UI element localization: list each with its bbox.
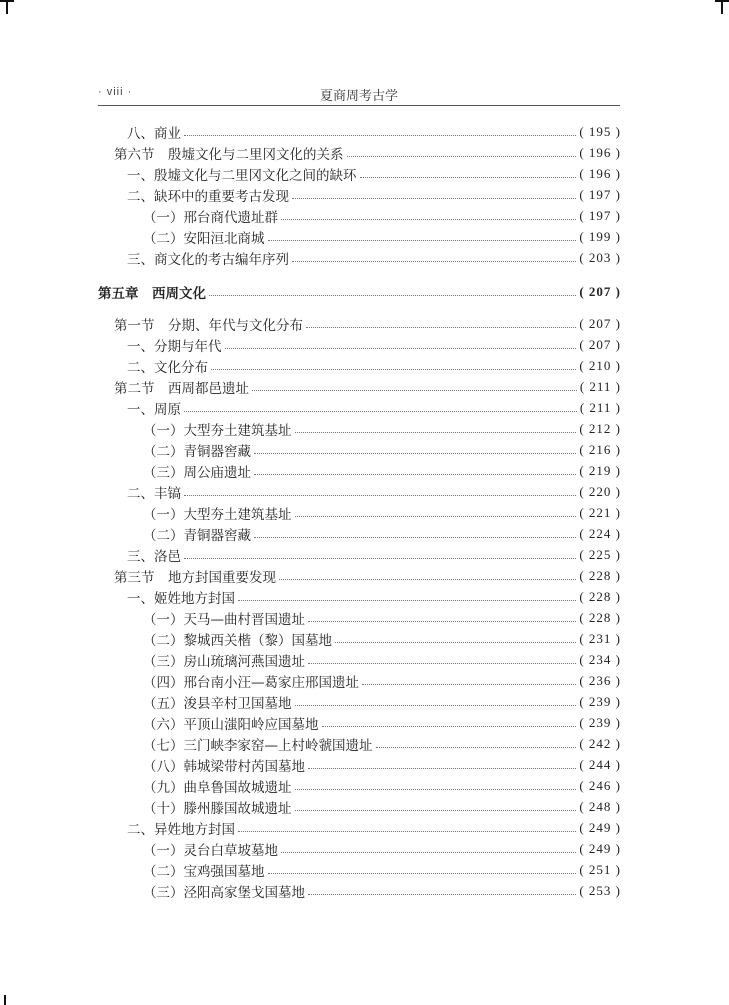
toc-entry-page: ( 228 ) xyxy=(579,588,621,604)
toc-entry xyxy=(114,565,621,586)
toc-entry-title: （一）大型夯土建筑基址 xyxy=(143,422,292,439)
toc-entry-page: ( 197 ) xyxy=(579,207,621,223)
toc-entry-title: 二、丰镐 xyxy=(127,485,181,502)
toc-entry-page: ( 207 ) xyxy=(579,315,621,331)
toc-entry-title: （九）曲阜鲁国故城遗址 xyxy=(143,779,292,796)
toc-entry xyxy=(127,817,621,838)
dot-leader xyxy=(254,453,576,454)
dot-leader xyxy=(184,135,576,136)
toc-entry xyxy=(127,355,621,376)
toc-entry-title: （六）平顶山滍阳岭应国墓地 xyxy=(143,716,319,733)
toc-entry xyxy=(127,586,621,607)
dot-leader xyxy=(295,810,577,811)
toc-entry xyxy=(114,376,621,397)
toc-entry-title: （一）灵台白草坡墓地 xyxy=(143,842,278,859)
toc-entry xyxy=(143,205,621,226)
toc-entry xyxy=(127,334,621,355)
dot-leader xyxy=(295,789,577,790)
dot-leader xyxy=(292,261,576,262)
dot-leader xyxy=(238,600,576,601)
toc-entry-page: ( 216 ) xyxy=(579,441,621,457)
toc-entry-title: 第二节 西周都邑遗址 xyxy=(114,380,249,397)
dot-leader xyxy=(279,579,576,580)
dot-leader xyxy=(252,390,577,391)
toc-chapter-entry xyxy=(98,281,621,302)
toc-entry xyxy=(143,838,621,859)
toc-entry xyxy=(143,460,621,481)
toc-entry-title: （二）青铜器窖藏 xyxy=(143,443,251,460)
toc-entry xyxy=(143,670,621,691)
toc-entry-page: ( 211 ) xyxy=(579,378,621,394)
dot-leader xyxy=(225,348,577,349)
toc-entry-page: ( 219 ) xyxy=(579,462,621,478)
toc-entry xyxy=(127,481,621,502)
toc-entry xyxy=(127,397,621,418)
toc-entry-page: ( 207 ) xyxy=(579,336,621,352)
toc-entry-title: 二、缺环中的重要考古发现 xyxy=(127,188,289,205)
toc-entry xyxy=(127,163,621,184)
toc-entry xyxy=(127,184,621,205)
toc-entry-page: ( 239 ) xyxy=(579,714,621,730)
toc-entry-title: 第六节 殷墟文化与二里冈文化的关系 xyxy=(114,146,344,163)
dot-leader xyxy=(281,852,576,853)
toc-entry xyxy=(143,523,621,544)
toc-entry-page: ( 224 ) xyxy=(579,525,621,541)
toc-entry-page: ( 203 ) xyxy=(579,249,621,265)
dot-leader xyxy=(295,432,577,433)
toc-entry-page: ( 211 ) xyxy=(579,399,621,415)
toc-entry-title: 一、姬姓地方封国 xyxy=(127,590,235,607)
dot-leader xyxy=(184,558,576,559)
toc-entry-title: （五）浚县辛村卫国墓地 xyxy=(143,695,292,712)
toc-entry-title: 一、周原 xyxy=(127,401,181,418)
dot-leader xyxy=(254,537,576,538)
toc-entry xyxy=(127,247,621,268)
dot-leader xyxy=(292,198,576,199)
dot-leader xyxy=(254,474,576,475)
toc-entry-page: ( 251 ) xyxy=(579,861,621,877)
toc-entry-title: 八、商业 xyxy=(127,125,181,142)
dot-leader xyxy=(308,768,576,769)
toc-entry-page: ( 197 ) xyxy=(579,186,621,202)
toc-entry-title: 一、殷墟文化与二里冈文化之间的缺环 xyxy=(127,167,357,184)
dot-leader xyxy=(184,495,576,496)
toc-entry-title: （二）安阳洹北商城 xyxy=(143,230,265,247)
toc-entry-title: （二）宝鸡强国墓地 xyxy=(143,863,265,880)
dot-leader xyxy=(281,219,576,220)
dot-leader xyxy=(362,684,576,685)
toc-entry-page: ( 221 ) xyxy=(579,504,621,520)
toc-entry xyxy=(143,796,621,817)
toc-entry-page: ( 234 ) xyxy=(579,651,621,667)
toc-entry-page: ( 246 ) xyxy=(579,777,621,793)
dot-leader xyxy=(184,411,577,412)
toc-entry xyxy=(114,142,621,163)
toc-entry-page: ( 207 ) xyxy=(579,283,621,299)
toc-entry xyxy=(143,754,621,775)
toc-entry-title: （一）天马—曲村晋国遗址 xyxy=(143,611,305,628)
toc-entry-page: ( 228 ) xyxy=(579,567,621,583)
toc-entry xyxy=(143,859,621,880)
toc-entry xyxy=(143,712,621,733)
dot-leader xyxy=(306,327,576,328)
running-title: 夏商周考古学 xyxy=(319,89,398,104)
toc-entry xyxy=(143,691,621,712)
toc-entry xyxy=(143,649,621,670)
dot-leader xyxy=(360,177,577,178)
toc-entry-title: （四）邢台南小汪—葛家庄邢国遗址 xyxy=(143,674,359,691)
dot-leader xyxy=(347,156,577,157)
toc-entry-title: 一、分期与年代 xyxy=(127,338,222,355)
toc-entry-title: 第三节 地方封国重要发现 xyxy=(114,569,276,586)
toc-entry-title: （二）黎城西关楷（黎）国墓地 xyxy=(143,632,332,649)
toc-entry-page: ( 231 ) xyxy=(579,630,621,646)
dot-leader xyxy=(295,516,577,517)
toc-entry-page: ( 249 ) xyxy=(579,840,621,856)
toc-entry-page: ( 196 ) xyxy=(579,144,621,160)
toc-entry-page: ( 248 ) xyxy=(579,798,621,814)
toc-entry-page: ( 244 ) xyxy=(579,756,621,772)
toc-entry-page: ( 196 ) xyxy=(579,165,621,181)
toc-entry-title: （三）房山琉璃河燕国遗址 xyxy=(143,653,305,670)
toc-entry-page: ( 225 ) xyxy=(579,546,621,562)
toc-entry xyxy=(143,628,621,649)
dot-leader xyxy=(376,747,577,748)
toc-entry-title: （一）大型夯土建筑基址 xyxy=(143,506,292,523)
dot-leader xyxy=(211,369,576,370)
dot-leader xyxy=(308,894,576,895)
toc-entry-page: ( 220 ) xyxy=(579,483,621,499)
toc-entry xyxy=(127,121,621,142)
toc-entry-title: （七）三门峡李家窑—上村岭虢国遗址 xyxy=(143,737,373,754)
toc-entry xyxy=(143,418,621,439)
toc-entry-page: ( 242 ) xyxy=(579,735,621,751)
toc-entry-title: 三、洛邑 xyxy=(127,548,181,565)
dot-leader xyxy=(268,873,577,874)
toc-entry-title: （三）泾阳高家堡戈国墓地 xyxy=(143,884,305,901)
toc-entry-title: （八）韩城梁带村芮国墓地 xyxy=(143,758,305,775)
toc-entry-title: （十）滕州滕国故城遗址 xyxy=(143,800,292,817)
page-number: · viii · xyxy=(98,86,133,98)
toc-entry-title: （三）周公庙遗址 xyxy=(143,464,251,481)
toc-entry xyxy=(143,607,621,628)
toc-entry-page: ( 210 ) xyxy=(579,357,621,373)
dot-leader xyxy=(308,663,576,664)
toc-entry xyxy=(143,880,621,901)
toc-entry-page: ( 228 ) xyxy=(579,609,621,625)
dot-leader xyxy=(209,295,576,296)
toc-entry xyxy=(143,439,621,460)
toc-entry-title: （二）青铜器窖藏 xyxy=(143,527,251,544)
toc-entry-title: （一）邢台商代遗址群 xyxy=(143,209,278,226)
toc-entry-title: 二、文化分布 xyxy=(127,359,208,376)
toc-entry-page: ( 199 ) xyxy=(579,228,621,244)
toc-entry-page: ( 239 ) xyxy=(579,693,621,709)
toc-entry xyxy=(143,775,621,796)
dot-leader xyxy=(322,726,577,727)
toc-entry-page: ( 236 ) xyxy=(579,672,621,688)
toc-entry xyxy=(143,502,621,523)
toc-entry-page: ( 253 ) xyxy=(579,882,621,898)
toc-entry-title: 二、异姓地方封国 xyxy=(127,821,235,838)
toc-entry-page: ( 195 ) xyxy=(579,123,621,139)
dot-leader xyxy=(295,705,577,706)
toc-entry-title: 第一节 分期、年代与文化分布 xyxy=(114,317,303,334)
toc-entry xyxy=(114,313,621,334)
toc-entry-page: ( 249 ) xyxy=(579,819,621,835)
dot-leader xyxy=(308,621,576,622)
dot-leader xyxy=(335,642,576,643)
toc-entry-page: ( 212 ) xyxy=(579,420,621,436)
toc-entry-title: 三、商文化的考古编年序列 xyxy=(127,251,289,268)
toc-entry-title: 第五章 西周文化 xyxy=(98,285,206,302)
toc-entry xyxy=(143,733,621,754)
dot-leader xyxy=(238,831,576,832)
dot-leader xyxy=(268,240,577,241)
toc-entry xyxy=(127,544,621,565)
toc-entry xyxy=(143,226,621,247)
